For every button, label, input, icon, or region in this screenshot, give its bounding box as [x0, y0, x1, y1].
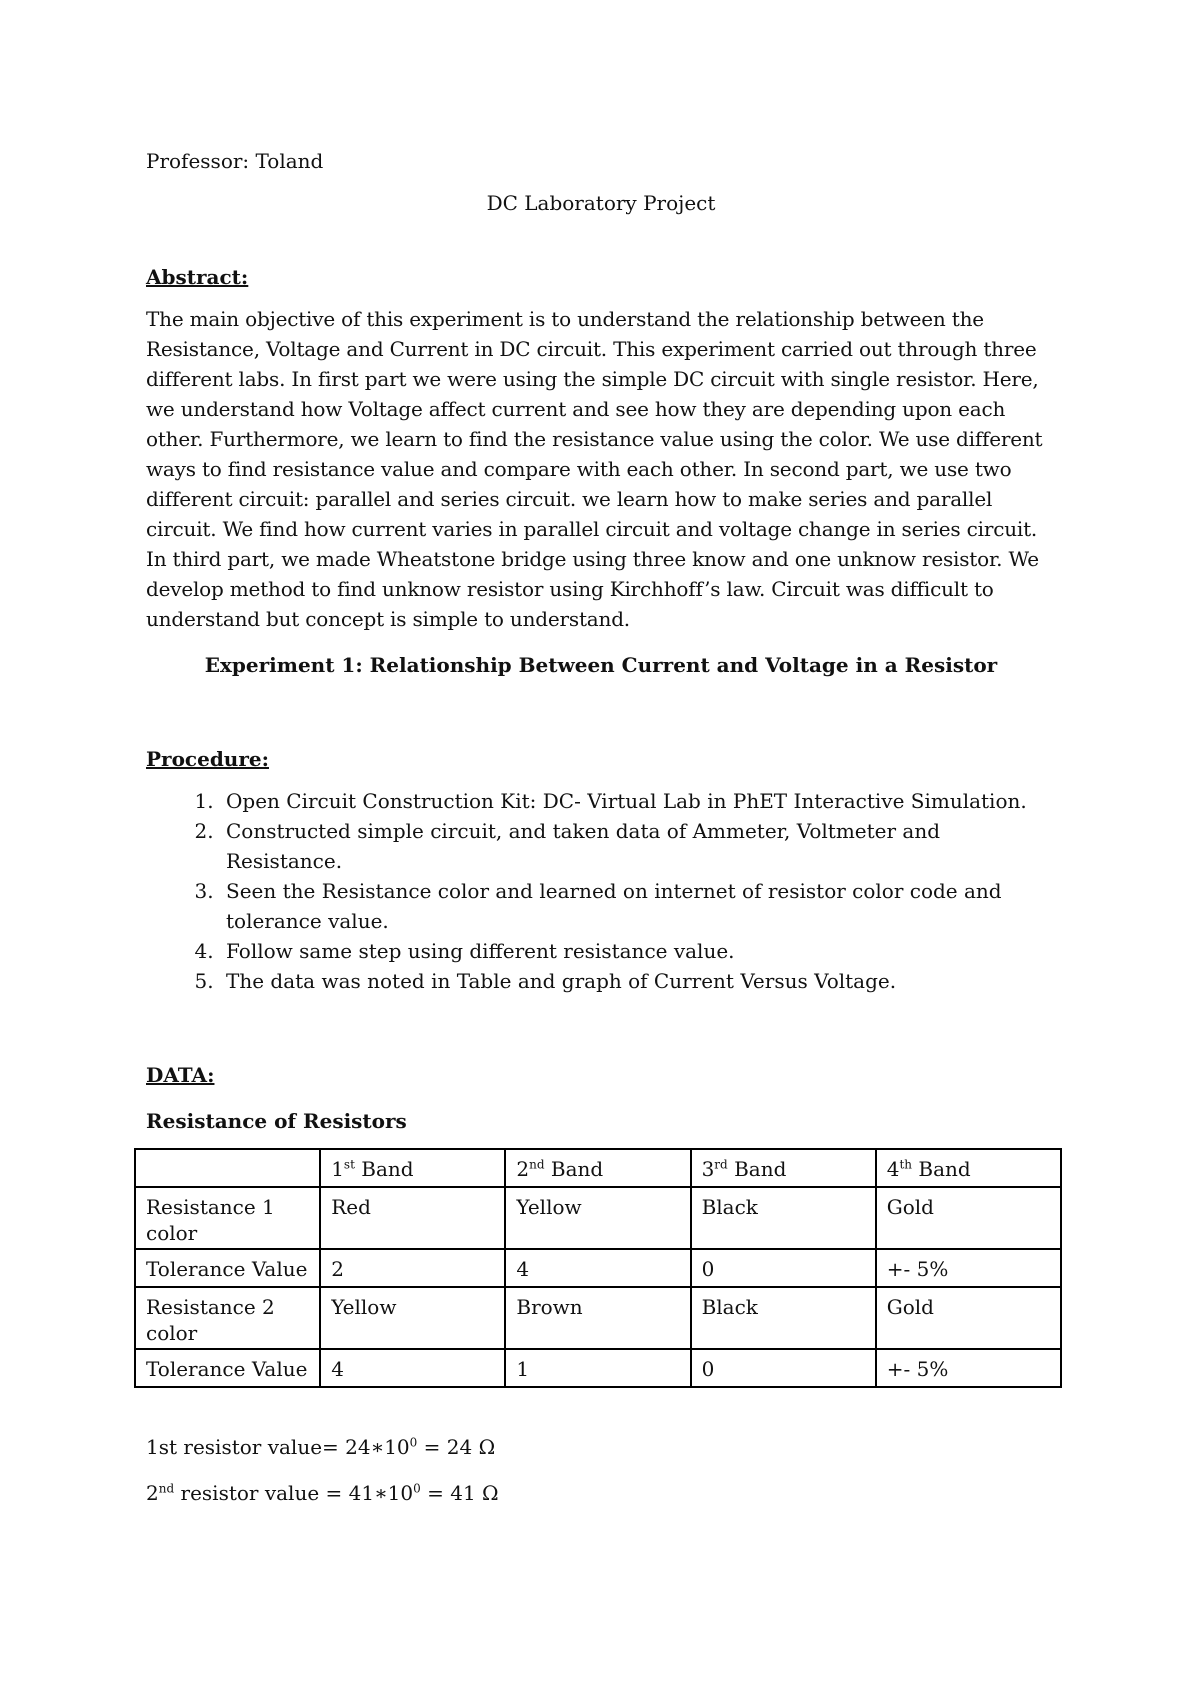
abstract-paragraph: The main objective of this experiment is to understand the relationship between the Resistance, Voltage and Current in DC circuit. This experiment carried out through three different labs. In first part we were using the simple DC circuit with single resistor. Here, we understand how Voltage affect current and see how they are depending upon each other. Furthermore, we learn to find the resistance value using the color. We use different ways to find resistance value and compare with each other. In second part, we use two different circuit: parallel and series circuit. we learn how to make series and parallel circuit. We find how current varies in parallel circuit and voltage change in series circuit. In third part, we made Wheatstone bridge using three know and one unknow resistor. We develop method to find unknow resistor using Kirchhoff’s law. Circuit was difficult to understand but concept is simple to understand. — [146, 307, 1043, 631]
table-cell: Yellow — [320, 1287, 505, 1349]
table-cell: Gold — [876, 1187, 1061, 1249]
resistor-2-calculation: 2nd resistor value = $41∗10^0 = 41$ Ω — [146, 1481, 499, 1505]
column-header: 2nd Band — [505, 1149, 690, 1187]
table-cell: 4 — [505, 1249, 690, 1287]
table-cell: 0 — [691, 1249, 876, 1287]
resistor-1-calculation: 1st resistor value= $24∗10^0 = 24$ Ω — [146, 1435, 496, 1459]
row-label: Tolerance Value — [135, 1249, 320, 1287]
table-row — [135, 1349, 1061, 1387]
procedure-step: 4. Follow same step using different resistance value. — [220, 936, 1056, 966]
table-cell: Black — [691, 1287, 876, 1349]
procedure-step: 1. Open Circuit Construction Kit: DC- Virtual Lab in PhET Interactive Simulation. — [220, 786, 1056, 816]
table-cell: 2 — [320, 1249, 505, 1287]
data-heading: DATA: — [146, 1063, 215, 1087]
procedure-step: 5. The data was noted in Table and graph of Current Versus Voltage. — [220, 966, 1056, 996]
table-title: Resistance of Resistors — [146, 1109, 407, 1133]
table-header-row — [135, 1149, 1061, 1187]
column-header: 4th Band — [876, 1149, 1061, 1187]
table-row — [135, 1187, 1061, 1249]
experiment-1-title: Experiment 1: Relationship Between Current and Voltage in a Resistor — [204, 653, 998, 677]
table-cell: 1 — [505, 1349, 690, 1387]
document-title: DC Laboratory Project — [486, 191, 716, 215]
table-cell: Brown — [505, 1287, 690, 1349]
abstract-heading: Abstract: — [146, 265, 249, 289]
table-cell: +- 5% — [876, 1349, 1061, 1387]
row-label: Resistance 1 color — [135, 1187, 320, 1249]
resistor-band-table — [134, 1148, 1062, 1388]
row-label: Resistance 2 color — [135, 1287, 320, 1349]
table-row — [135, 1287, 1061, 1349]
table-cell: Gold — [876, 1287, 1061, 1349]
professor-line: Professor: Toland — [146, 149, 324, 173]
table-cell: Black — [691, 1187, 876, 1249]
table-cell: +- 5% — [876, 1249, 1061, 1287]
table-corner-cell — [135, 1149, 320, 1187]
procedure-step: 2. Constructed simple circuit, and taken data of Ammeter, Voltmeter and Resistance. — [220, 816, 1056, 876]
procedure-list — [146, 786, 1056, 996]
table-row — [135, 1249, 1061, 1287]
table-cell: Red — [320, 1187, 505, 1249]
table-cell: 4 — [320, 1349, 505, 1387]
procedure-heading: Procedure: — [146, 747, 269, 771]
table-cell: 0 — [691, 1349, 876, 1387]
table-cell: Yellow — [505, 1187, 690, 1249]
procedure-step: 3. Seen the Resistance color and learned on internet of resistor color code and tolerance value. — [220, 876, 1056, 936]
column-header: 1st Band — [320, 1149, 505, 1187]
column-header: 3rd Band — [691, 1149, 876, 1187]
document-body — [146, 146, 1056, 1508]
row-label: Tolerance Value — [135, 1349, 320, 1387]
